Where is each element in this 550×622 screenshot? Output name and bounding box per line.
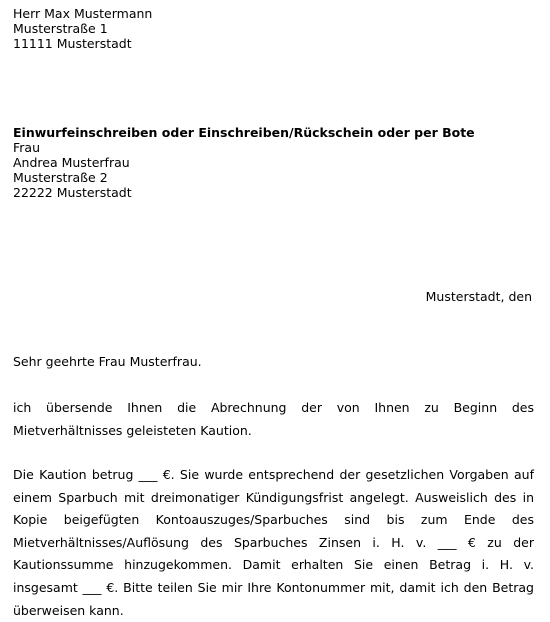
body-paragraph-2: Die Kaution betrug ___ €. Sie wurde entsprechend der gesetzlichen Vorgaben auf einem Sparbuch mit dreimonatiger Kündigungsfrist angelegt. Ausweislich des in Kopie beigefügten Kontoauszuges/Sparbuches sind bis zum Ende des Mietverhältnisses/Auflösung des Sparbuches Zinsen i. H. v. ___ € zu der Kautionssumme hinzugekommen. Damit erhalten Sie einen Betrag i. H. v. insgesamt ___ €. Bitte teilen Sie mir Ihre Kontonummer mit, damit ich den Betrag überweisen kann.	[13, 467, 534, 618]
greeting: Sehr geehrte Frau Musterfrau.	[13, 354, 202, 369]
delivery-method: Einwurfeinschreiben oder Einschreiben/Rückschein oder per Bote	[13, 125, 475, 140]
place-date: Musterstadt, den	[425, 289, 532, 304]
recipient-street: Musterstraße 2	[13, 170, 108, 185]
recipient-name: Andrea Musterfrau	[13, 155, 130, 170]
body-paragraph-1: ich übersende Ihnen die Abrechnung der von Ihnen zu Beginn des Mietverhältnisses geleisteten Kaution.	[13, 400, 534, 438]
recipient-salutation: Frau	[13, 140, 41, 155]
sender-name: Herr Max Mustermann	[13, 6, 153, 21]
sender-city: 11111 Musterstadt	[13, 36, 132, 51]
recipient-city: 22222 Musterstadt	[13, 185, 132, 200]
sender-street: Musterstraße 1	[13, 21, 108, 36]
